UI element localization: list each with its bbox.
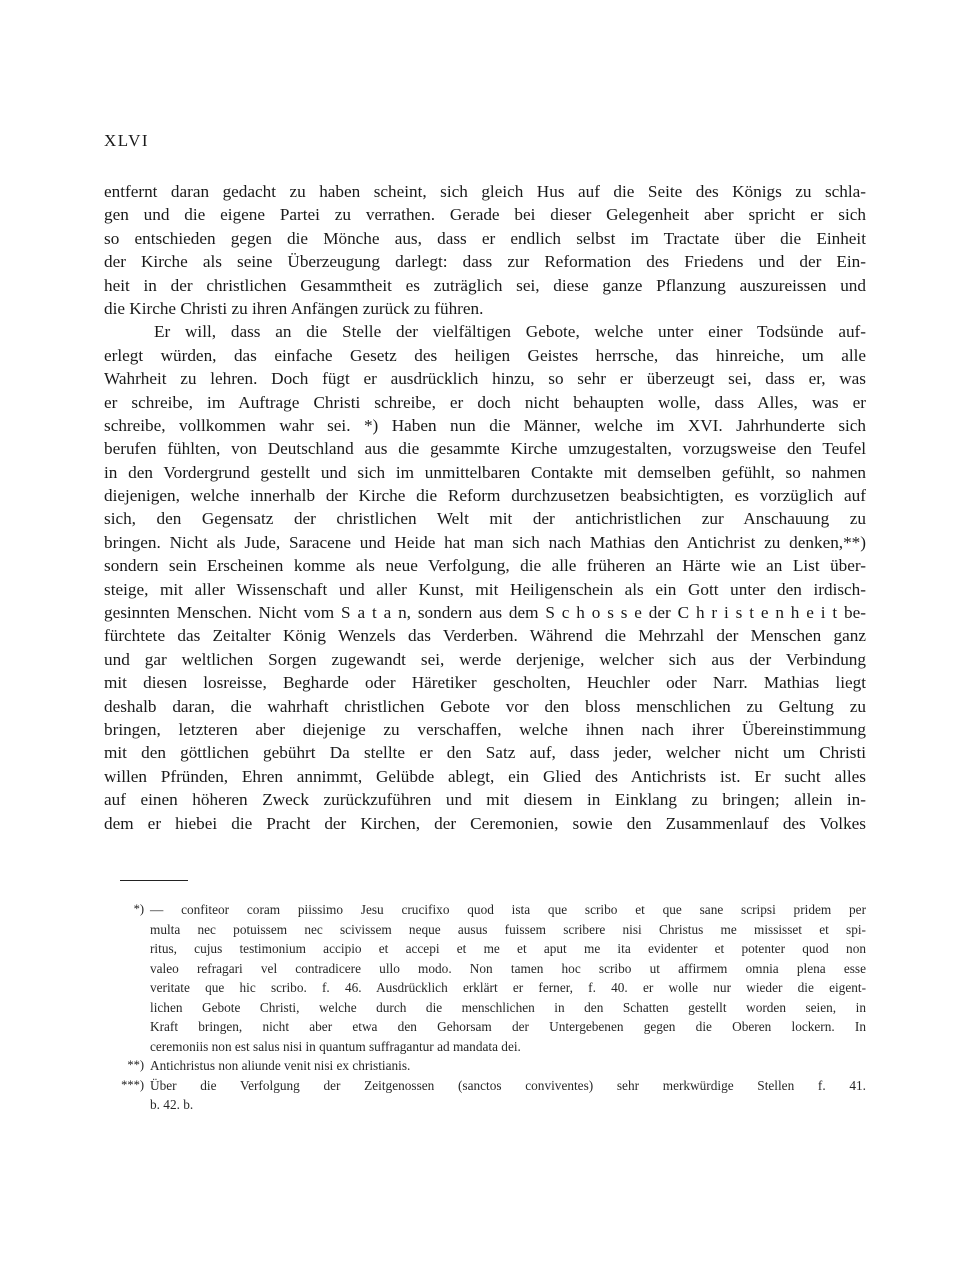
text-line: steige, mit aller Wissenschaft und aller Kunst, mit Heiligenschein als ein Gott unter den irdisch- (104, 579, 866, 599)
text-line: gesinnten Menschen. Nicht vom S a t a n, sondern aus dem S c h o s s e der C h r i s t e n h e i t be- (104, 603, 866, 623)
footnote-line: ritus, cujus testimonium accipio et accepi et me et aput me ita evidenter et potenter quod non (150, 941, 866, 956)
footnote-2 (104, 1056, 866, 1076)
footnote-3 (104, 1076, 866, 1115)
footnotes (104, 900, 866, 1115)
footnote-line: lichen Gebote Christi, welche durch die menschlichen in den Schatten gestellt worden seien, in (150, 999, 866, 1015)
text-line: deshalb daran, die wahrhaft christlichen Gebote vor den bloss menschlichen zu Geltung zu (104, 696, 866, 716)
footnote-line: Über die Verfolgung der Zeitgenossen (sanctos conviventes) sehr merkwürdige Stellen f. 41. (150, 1077, 866, 1093)
text-line: gen und die eigene Partei zu verrathen. Gerade bei dieser Gelegenheit aber spricht er sich (104, 205, 866, 225)
footnote-line: b. 42. b. (150, 1097, 194, 1112)
text-line: diejenigen, welche innerhalb der Kirche die Reform durchzusetzen beabsichtigten, es vorzüglich auf (104, 486, 866, 506)
footnote-marker: **) (127, 1058, 144, 1072)
text-line: so entschieden gegen die Mönche aus, dass er endlich selbst im Tractate über die Einheit (104, 228, 866, 248)
footnote-marker: *) (133, 902, 144, 916)
footnote-line: — confiteor coram piissimo Jesu crucifixo quod ista que scribo et que sane scripsi pridem per (150, 902, 866, 917)
text-line: heit in der christlichen Gesammtheit es zuträglich sei, diese ganze Pflanzung auszureissen und (104, 275, 866, 295)
text-line: erlegt würden, das einfache Gesetz des heiligen Geistes herrsche, das hinreiche, um alle (104, 345, 866, 365)
text-line: schreibe, vollkommen wahr sei. *) Haben nun die Männer, welche im XVI. Jahrhunderte sich (104, 415, 866, 435)
footnote-line: valeo refragari vel contradicere ullo modo. Non tamen hoc scribo ut affirmem omnia plena esse (150, 960, 866, 976)
main-text (104, 180, 866, 835)
text-line: bringen. Nicht als Jude, Saracene und Heide hat man sich nach Mathias den Antichrist zu denken,**) (104, 532, 866, 552)
footnote-marker: ***) (121, 1077, 144, 1092)
text-line: und gar weltlichen Sorgen zugewandt sei, werde derjenige, welcher sich aus der Verbindung (104, 649, 866, 669)
text-line: sich, den Gegensatz der christlichen Welt mit der antichristlichen zur Anschauung zu (104, 509, 866, 529)
text-line: willen Pfründen, Ehren annimmt, Gelübde ablegt, ein Glied des Antichrists ist. Er sucht alles (104, 766, 866, 786)
text-line: die Kirche Christi zu ihren Anfängen zurück zu führen. (104, 298, 484, 318)
text-line: bringen, letzteren aber diejenige zu verschaffen, welche ihnen nach ihrer Übereinstimmung (104, 719, 866, 739)
text-line: der Kirche als seine Überzeugung darlegt: dass zur Reformation des Friedens und der Ein- (104, 252, 866, 272)
text-line: mit diesen losreisse, Begharde oder Häretiker gescholten, Heuchler oder Narr. Mathias liegt (104, 673, 866, 693)
text-line: auf einen höheren Zweck zurückzuführen und mit diesem in Einklang zu bringen; allein in- (104, 790, 866, 810)
footnote-line: Kraft bringen, nicht aber etwa den Gehorsam der Untergebenen gegen die Oberen lockern. In (150, 1019, 866, 1034)
text-line: sondern sein Erscheinen komme als neue Verfolgung, die alle früheren an Härte wie an List über- (104, 556, 866, 576)
page-number: XLVI (104, 131, 150, 150)
text-line: dem er hiebei die Pracht der Kirchen, der Ceremonien, sowie den Zusammenlauf des Volkes (104, 813, 866, 833)
footnote-separator (120, 880, 188, 881)
text-line: Wahrheit zu lehren. Doch fügt er ausdrücklich hinzu, so sehr er überzeugt sei, dass er, was (104, 369, 866, 389)
footnote-line: veritate que hic scribo. f. 46. Ausdrücklich erklärt er ferner, f. 40. er wolle nur wieder die eigent- (150, 980, 866, 995)
text-line: fürchtete das Zeitalter König Wenzels das Verderben. Während die Mehrzahl der Menschen ganz (104, 626, 866, 646)
text-line: er schreibe, im Auftrage Christi schreibe, er doch nicht behaupten wolle, dass Alles, was er (104, 392, 866, 412)
document-page (104, 0, 866, 1277)
text-line: mit den göttlichen gebührt Da stellte er den Satz auf, dass jeder, welcher nicht um Christi (104, 743, 866, 763)
footnote-line: ceremoniis non est salus nisi in quantum suffragantur ad mandata dei. (150, 1038, 521, 1054)
footnote-1 (104, 900, 866, 1056)
paragraph-start-line: Er will, dass an die Stelle der vielfältigen Gebote, welche unter einer Todsünde auf- (154, 322, 866, 342)
text-line: in den Vordergrund gestellt und sich im unmittelbaren Contakte mit demselben gefühlt, so nahmen (104, 462, 866, 482)
text-line: berufen fühlten, von Deutschland aus die gesammte Kirche umzugestalten, vorzugsweise den Teufel (104, 439, 866, 459)
text-line: entfernt daran gedacht zu haben scheint, sich gleich Hus auf die Seite des Königs zu schla- (104, 182, 866, 201)
footnote-line: Antichristus non aliunde venit nisi ex christianis. (150, 1058, 411, 1073)
footnote-line: multa nec potuissem nec scivissem neque ausus fuissem scribere nisi Christus me mississet et spi- (150, 921, 866, 937)
